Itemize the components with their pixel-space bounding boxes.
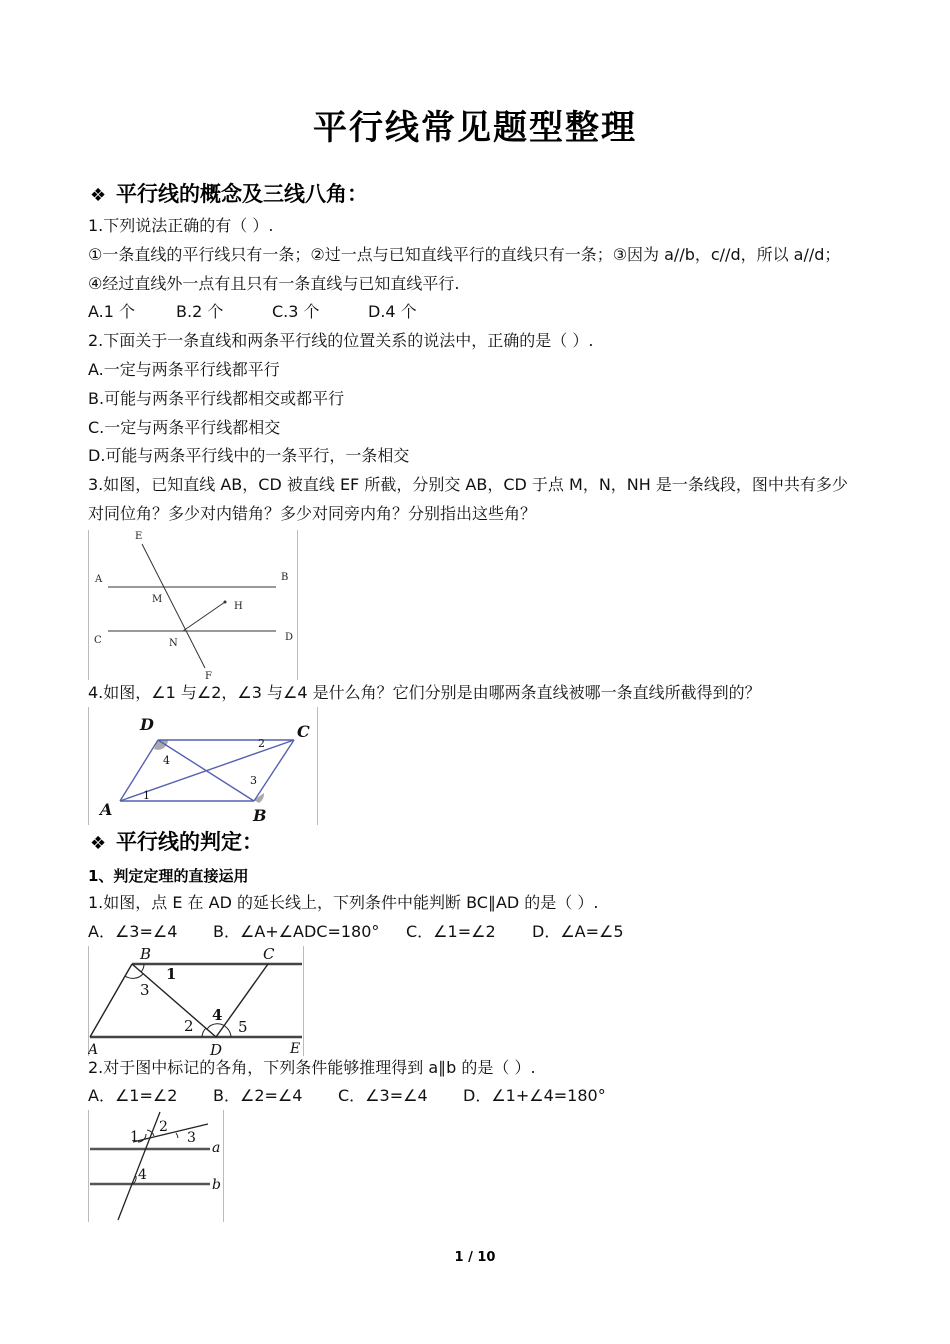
q1-option-b: B.2 个 xyxy=(176,302,224,321)
angle-3-label: 3 xyxy=(187,1130,196,1146)
angle-1-label: 1 xyxy=(166,965,177,983)
label-h: H xyxy=(234,601,243,612)
label-c: C xyxy=(263,946,275,963)
diamond-bullet-icon: ❖ xyxy=(90,185,107,206)
p2-stem: 2.对于图中标记的各角，下列条件能够推理得到 a∥b 的是（ ）. xyxy=(88,1058,536,1077)
q3-stem-line2: 对同位角？多少对内错角？多少对同旁内角？分别指出这些角？ xyxy=(88,504,537,523)
section-heading-concepts xyxy=(90,178,368,208)
p1-option-b: B．∠A+∠ADC=180° xyxy=(213,922,380,941)
p2-option-d: D．∠1+∠4=180° xyxy=(463,1086,606,1105)
page-title: 平行线常见题型整理 xyxy=(313,108,637,148)
angle-4-label: 4 xyxy=(138,1167,147,1183)
angle-5-label: 5 xyxy=(238,1018,248,1036)
q3-stem-line1: 3.如图，已知直线 AB，CD 被直线 EF 所截，分别交 AB，CD 于点 M，N，NH 是一条线段，图中共有多少 xyxy=(88,475,848,494)
p2-option-b: B．∠2=∠4 xyxy=(213,1086,303,1105)
label-a: A xyxy=(88,1042,99,1056)
label-d: D xyxy=(285,632,294,643)
q2-option-b: B.可能与两条平行线都相交或都平行 xyxy=(88,389,345,408)
angle-3-label: 3 xyxy=(250,774,257,787)
angle-1-label: 1 xyxy=(143,789,150,802)
label-m: M xyxy=(152,594,163,605)
q2-stem: 2.下面关于一条直线和两条平行线的位置关系的说法中，正确的是（ ）. xyxy=(88,331,594,350)
angle-2-label: 2 xyxy=(159,1119,168,1135)
segment-nh xyxy=(183,602,225,631)
label-line-b: b xyxy=(212,1177,221,1193)
label-b: B xyxy=(140,946,152,963)
q4-stem: 4.如图，∠1 与∠2，∠3 与∠4 是什么角？它们分别是由哪两条直线被哪一条直线所截得到的？ xyxy=(88,683,761,702)
subsection-heading: 1、判定定理的直接运用 xyxy=(88,867,249,885)
q1-option-c: C.3 个 xyxy=(272,302,320,321)
angle-3-label: 3 xyxy=(140,981,150,999)
label-line-a: a xyxy=(212,1140,221,1156)
q2-option-d: D.可能与两条平行线中的一条平行，一条相交 xyxy=(88,446,410,465)
label-n: N xyxy=(169,638,178,649)
p1-option-a: A．∠3=∠4 xyxy=(88,922,178,941)
angle-2-label: 2 xyxy=(184,1017,194,1035)
q1-option-a: A.1 个 xyxy=(88,302,136,321)
p1-option-d: D．∠A=∠5 xyxy=(532,922,624,941)
label-b: B xyxy=(281,572,289,583)
angle-4-label: 4 xyxy=(212,1006,223,1024)
section-heading-criteria xyxy=(90,826,263,856)
p1-stem: 1.如图，点 E 在 AD 的延长线上，下列条件中能判断 BC∥AD 的是（ ）. xyxy=(88,893,599,912)
q1-statements-line1: ①一条直线的平行线只有一条；②过一点与已知直线平行的直线只有一条；③因为 a//b，c//d，所以 a//d； xyxy=(88,245,841,264)
q3-figure xyxy=(88,530,300,680)
label-e: E xyxy=(135,531,143,542)
q1-statements-line2: ④经过直线外一点有且只有一条直线与已知直线平行. xyxy=(88,274,460,293)
label-b: B xyxy=(253,806,267,825)
angle-2-label: 2 xyxy=(258,737,265,750)
angle-1-label: 1 xyxy=(130,1129,139,1145)
section-heading-text: 平行线的判定： xyxy=(116,830,263,854)
label-d: D xyxy=(140,715,154,734)
q4-figure xyxy=(88,707,320,825)
section-heading-text: 平行线的概念及三线八角： xyxy=(116,182,368,206)
page-number: 1 / 10 xyxy=(454,1250,496,1265)
p1-figure xyxy=(88,946,306,1056)
label-d: D xyxy=(210,1041,223,1056)
label-c: C xyxy=(297,722,310,741)
p1-option-c: C．∠1=∠2 xyxy=(406,922,496,941)
p1-options xyxy=(88,922,624,942)
label-f: F xyxy=(205,671,212,680)
q1-options xyxy=(88,302,417,322)
q2-option-c: C.一定与两条平行线都相交 xyxy=(88,418,281,437)
label-c: C xyxy=(94,635,102,646)
p2-options xyxy=(88,1086,606,1106)
label-e: E xyxy=(290,1041,301,1056)
p2-figure xyxy=(88,1110,226,1222)
diamond-bullet-icon: ❖ xyxy=(90,833,107,854)
line-ef xyxy=(142,544,205,668)
p2-option-c: C．∠3=∠4 xyxy=(338,1086,428,1105)
q1-option-d: D.4 个 xyxy=(368,302,417,321)
label-a: A xyxy=(100,800,113,819)
q2-option-a: A.一定与两条平行线都平行 xyxy=(88,360,280,379)
angle-4-label: 4 xyxy=(163,754,170,767)
label-a: A xyxy=(95,574,103,585)
point-h xyxy=(224,601,227,604)
q1-stem: 1.下列说法正确的有（ ）. xyxy=(88,216,274,235)
p2-option-a: A．∠1=∠2 xyxy=(88,1086,178,1105)
